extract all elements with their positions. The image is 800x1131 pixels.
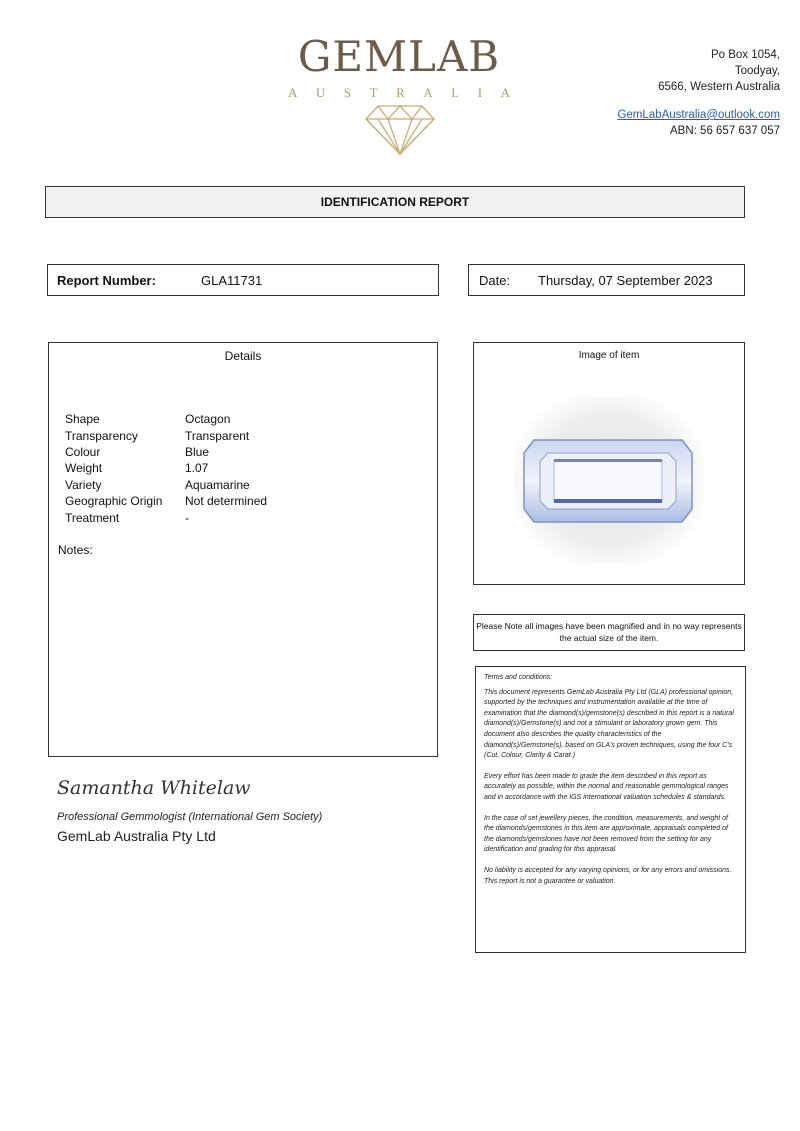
date-value: Thursday, 07 September 2023 (538, 273, 713, 288)
detail-label: Weight (65, 461, 103, 476)
detail-value: Transparent (185, 428, 250, 443)
magnification-note: Please Note all images have been magnified and in no way represents the actual size of the item. (473, 614, 745, 651)
details-row (65, 411, 267, 427)
details-row (65, 427, 267, 443)
notes-label: Notes: (58, 543, 93, 557)
report-number-box (47, 264, 439, 296)
detail-value: - (185, 510, 189, 525)
signatory-title: Professional Gemmologist (International Gem Society) (57, 811, 323, 823)
details-row (65, 509, 267, 525)
details-row (65, 477, 267, 493)
terms-heading: Terms and conditions: (484, 674, 553, 681)
detail-value: 1.07 (185, 461, 209, 476)
detail-label: Geographic Origin (65, 494, 163, 509)
details-table (65, 411, 267, 526)
detail-label: Transparency (65, 428, 138, 443)
date-label: Date: (479, 273, 511, 288)
company-name: GemLab Australia Pty Ltd (57, 828, 216, 844)
terms-box (475, 666, 746, 953)
date-box (468, 264, 745, 296)
detail-value: Not determined (185, 494, 268, 509)
abn: ABN: 56 657 637 057 (670, 125, 780, 137)
diamond-logo-icon (364, 104, 436, 156)
image-heading: Image of item (578, 350, 640, 361)
detail-value: Aquamarine (185, 477, 250, 492)
address-line: Po Box 1054, (710, 49, 780, 61)
report-number-label: Report Number: (57, 273, 156, 288)
address-line: Toodyay, (734, 65, 780, 77)
report-title: IDENTIFICATION REPORT (45, 186, 745, 218)
details-row (65, 460, 267, 476)
logo-letter: I (477, 85, 483, 100)
detail-value: Octagon (185, 412, 231, 427)
report-number-value: GLA11731 (201, 273, 263, 288)
detail-value: Blue (185, 444, 210, 459)
terms-paragraph: No liability is accepted for any varying opinions, or for any errors and omissions. This report is not a guarantee or valuation. (484, 866, 732, 885)
logo-letter: A (423, 85, 433, 100)
address-block (658, 47, 780, 95)
gemstone-image (514, 395, 704, 565)
terms-paragraph: In the case of set jewellery pieces, the condition, measurements, and weight of the diamonds/gemstones in this item are approximate, appraisals completed of the diamonds/gemstones have not been removed from the setting for any identification and grading for this appraisal. (484, 814, 728, 854)
logo-letter: A (500, 85, 510, 100)
detail-label: Colour (65, 444, 101, 459)
detail-label: Variety (65, 477, 102, 492)
logo-wordmark: GEMLAB (297, 32, 501, 81)
details-heading: Details (224, 349, 262, 363)
signature: Samantha Whitelaw (57, 777, 251, 799)
details-box (48, 342, 438, 757)
detail-label: Treatment (65, 510, 120, 525)
logo-letter: S (343, 85, 352, 100)
address-line: 6566, Western Australia (658, 81, 780, 93)
detail-label: Shape (65, 412, 100, 427)
logo-letter: U (315, 85, 326, 100)
logo-letter: A (288, 85, 298, 100)
logo-letter: L (451, 85, 460, 100)
item-image-box (473, 342, 745, 585)
logo-letter: T (369, 85, 378, 100)
logo-subtitle (288, 86, 510, 100)
details-row (65, 493, 267, 509)
contact-block (617, 107, 780, 139)
email-link[interactable]: GemLabAustralia@outlook.com (617, 109, 780, 121)
terms-paragraph: This document represents GemLab Australia Pty Ltd (GLA) professional opinion, supported by the techniques and instrumentation available at the time of examination that the diamond(s)/gemstone(s) described in this report is a natural diamond(s)/Gemstone(s) and not a stimulant or laboratory grown gem. This document also describes the quality characteristics of the diamond(s)/Gemstone(s), based on GLA's proven techniques, using the four C's (Cut, Colour, Clarity & Carat.) (484, 688, 734, 760)
logo-letter: R (396, 85, 405, 100)
details-row (65, 444, 267, 460)
terms-paragraph: Every effort has been made to grade the item described in this report as accurately as possible, within the normal and reasonable gemmological ranges and in accordance with the IGS international valuation schedules & standards. (484, 772, 729, 801)
